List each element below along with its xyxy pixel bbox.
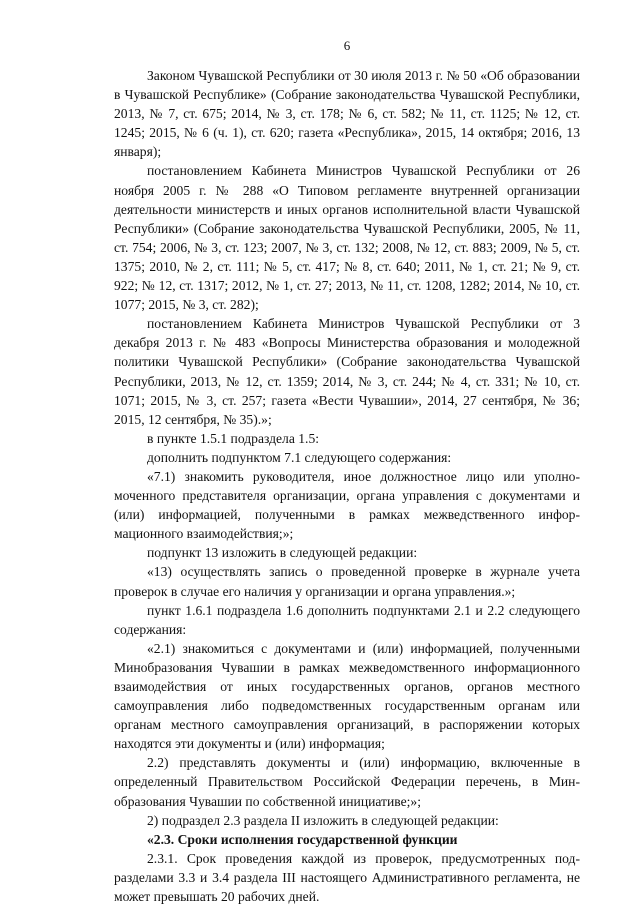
paragraph-subitem-7-1-text: «7.1) знакомить руководителя, иное должностное лицо или уполномоченного представителя организации, органа управления с документами и (или) информацией, полученными в рамках межведственного информационного взаимодействия;»; xyxy=(114,468,580,542)
paragraph-item-2-3-1: 2.3.1. Срок проведения каждой из проверок, предусмотренных подразделами 3.3 и 3.4 раздела III настоящего Административного регламента, не может превышать 20 рабочих дней. xyxy=(114,850,580,905)
paragraph-item-1-6-1: пункт 1.6.1 подраздела 1.6 дополнить подпунктами 2.1 и 2.2 следующего содержания: xyxy=(114,602,580,637)
paragraph-add-subitem-7-1: дополнить подпунктом 7.1 следующего содержания: xyxy=(147,449,452,465)
paragraph-subitem-2-2-text: 2.2) представлять документы и (или) информацию, включенные в определенный Правительством Российской Федерации перечень, в Минобразования Чувашии по собственной инициативе;»; xyxy=(114,755,580,809)
paragraph-law-reference: Законом Чувашской Республики от 30 июля 2013 г. № 50 «Об образовании в Чувашской Республике» (Собрание законодательства Чувашской Республики, 2013, № 7, ст. 675; 2014, № 3, ст. 178; № 6, ст. 582; № 11, ст. 1125; № 12, ст. 1245; 2015, № 6 (ч. 1), ст. 620; газета «Республика», 2015, 14 октября; 2016, 13 января); xyxy=(114,68,580,160)
paragraph-resolution-483: постановлением Кабинета Министров Чувашской Республики от 3 декабря 2013 г. № 483 «Вопросы Министерства образования и молодежной политики Чувашской Республики» (Собрание законодательства Чувашской Республики, 2013, № 12, ст. 1359; 2014, № 3, ст. 244; № 4, ст. 331; № 10, ст. 1071; 2015, № 3, ст. 257; газета «Вести Чувашии», 2014, 27 сентября, № 36; 2015, 12 сентября, № 35).»; xyxy=(114,316,580,427)
paragraph-subsection-2-3-intro: 2) подраздел 2.3 раздела II изложить в следующей редакции: xyxy=(147,812,499,828)
paragraph-subitem-2-1-text: «2.1) знакомиться с документами и (или) информацией, полученными Минобразования Чувашии в рамках межведомственного информационного взаимодействия от иных государственных органов, органов местного самоуправления либо подведомственных государственным органам или органам местного самоуправления организаций, в распоряжении которых находятся эти документы и (или) информация; xyxy=(114,640,580,752)
paragraph-item-1-5-1: в пункте 1.5.1 подраздела 1.5: xyxy=(147,430,320,446)
section-heading-2-3: «2.3. Сроки исполнения государственной функции xyxy=(147,831,458,847)
paragraph-subitem-13-intro: подпункт 13 изложить в следующей редакции: xyxy=(147,545,418,561)
page-number: 6 xyxy=(343,38,351,53)
document-body xyxy=(114,66,580,906)
paragraph-resolution-288: постановлением Кабинета Министров Чувашской Республики от 26 ноября 2005 г. № 288 «О Типовом регламенте внутренней организации деятельности министерств и иных органов исполнительной власти Чувашской Республики» (Собрание законодательства Чувашской Республики, 2005, № 11, ст. 754; 2006, № 3, ст. 123; 2007, № 3, ст. 132; 2008, № 12, ст. 883; 2009, № 5, ст. 1375; 2010, № 2, ст. 111; № 5, ст. 417; № 8, ст. 640; 2011, № 1, ст. 21; № 9, ст. 922; № 12, ст. 1317; 2012, № 1, ст. 27; 2013, № 11, ст. 1208, 1282; 2014, № 10, ст. 1077; 2015, № 3, ст. 282); xyxy=(114,163,580,313)
paragraph-subitem-13-text: «13) осуществлять запись о проведенной проверке в журнале учета проверок в случае его наличия у организации и органа управления.»; xyxy=(114,564,580,599)
